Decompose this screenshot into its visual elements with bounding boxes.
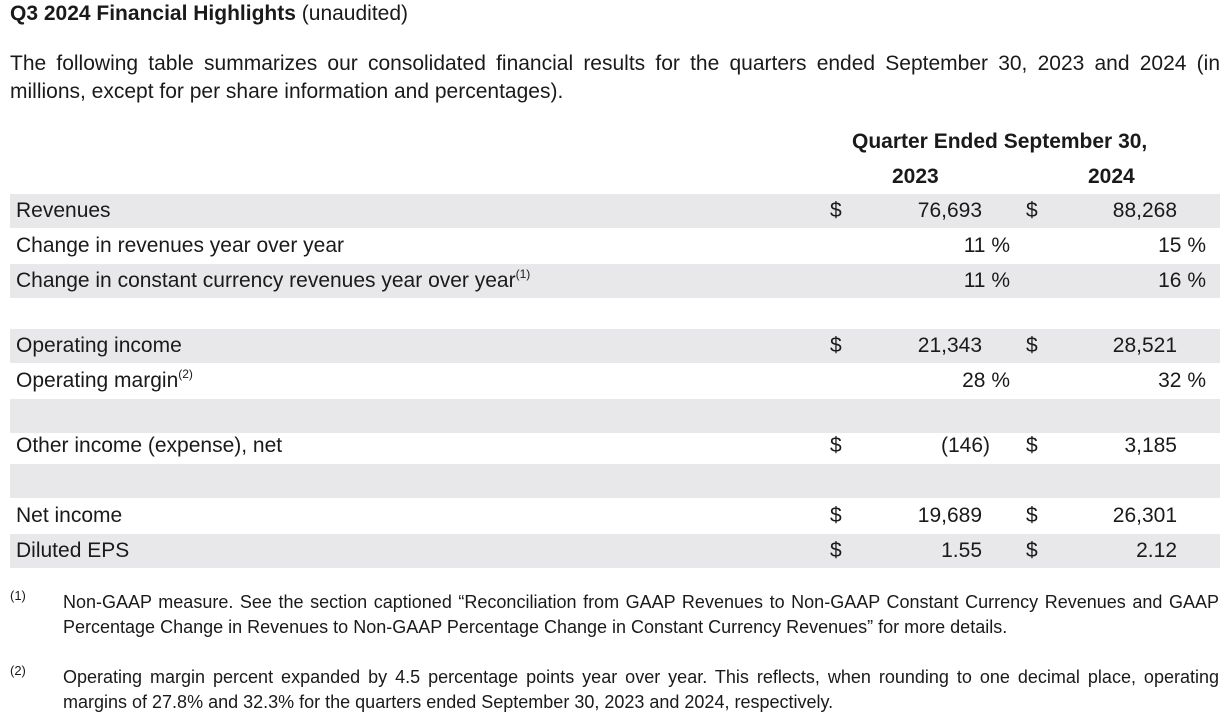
value-2023: 11 % xyxy=(963,234,1010,257)
table-row xyxy=(10,499,1220,533)
row-label: Change in constant currency revenues year over year$^{(1)}$ xyxy=(16,267,531,292)
year-header-2023: 2023 xyxy=(892,165,939,188)
value-2023: 21,343 xyxy=(917,334,982,357)
value-2024: 2.12 xyxy=(1136,539,1177,562)
row-label: Operating margin$^{(2)}$ xyxy=(16,367,193,392)
table-spacer-row xyxy=(10,399,1220,433)
value-2024: 26,301 xyxy=(1112,504,1177,527)
dollar-sign: $ xyxy=(830,504,842,527)
title-text: Q3 2024 Financial Highlights xyxy=(10,2,296,25)
row-label: Other income (expense), net xyxy=(16,434,283,457)
value-2024: 28,521 xyxy=(1112,334,1177,357)
value-2024: 15 % xyxy=(1158,234,1206,257)
table-row xyxy=(10,329,1220,363)
footnote-marker: (2) xyxy=(10,663,26,678)
year-header-2024: 2024 xyxy=(1088,165,1135,188)
value-2023: 11 % xyxy=(963,269,1010,292)
column-group-header: Quarter Ended September 30, xyxy=(852,130,1148,153)
table-row xyxy=(10,229,1220,263)
dollar-sign: $ xyxy=(830,539,842,562)
dollar-sign: $ xyxy=(1026,199,1038,222)
value-2023: 28 % xyxy=(962,369,1010,392)
row-label: Operating income xyxy=(16,334,182,357)
row-label: Diluted EPS xyxy=(16,539,130,562)
table-row xyxy=(10,364,1220,398)
dollar-sign: $ xyxy=(830,334,842,357)
table-spacer-row xyxy=(10,464,1220,498)
value-2023: 1.55 xyxy=(941,539,982,562)
value-2023: 19,689 xyxy=(917,504,982,527)
page-title xyxy=(10,2,408,26)
dollar-sign: $ xyxy=(830,434,842,457)
dollar-sign: $ xyxy=(830,199,842,222)
dollar-sign: $ xyxy=(1026,334,1038,357)
value-2024: 32 % xyxy=(1158,369,1206,392)
table-row xyxy=(10,194,1220,228)
intro-paragraph: The following table summarizes our consolidated financial results for the quarters ended September 30, 2023 and 2024 (in millions, except for per share information and percentages). xyxy=(10,52,1220,103)
row-label: Change in revenues year over year xyxy=(16,234,345,257)
footnote-marker: (1) xyxy=(10,588,26,603)
table-row xyxy=(10,264,1220,298)
dollar-sign: $ xyxy=(1026,504,1038,527)
value-2023: 76,693 xyxy=(917,199,982,222)
row-label: Revenues xyxy=(16,199,111,222)
value-2023: (146) xyxy=(940,434,990,457)
dollar-sign: $ xyxy=(1026,434,1038,457)
table-row xyxy=(10,429,1220,463)
value-2024: 88,268 xyxy=(1112,199,1177,222)
title-qualifier: (unaudited) xyxy=(301,2,409,25)
value-2024: 3,185 xyxy=(1124,434,1177,457)
dollar-sign: $ xyxy=(1026,539,1038,562)
row-label: Net income xyxy=(16,504,123,527)
table-row xyxy=(10,534,1220,568)
value-2024: 16 % xyxy=(1158,269,1206,292)
footnote-text: Operating margin percent expanded by 4.5 percentage points year over year. This reflects, when rounding to one decimal place, operating margins of 27.8% and 32.3% for the quarters ended September 30, 2023 and 2024, respectively. xyxy=(63,667,1219,712)
footnote-text: Non-GAAP measure. See the section captioned “Reconciliation from GAAP Revenues to Non-GAAP Constant Currency Revenues and GAAP Percentage Change in Revenues to Non-GAAP Percentage Change in Constant Currency Revenues” for more details. xyxy=(63,592,1219,637)
